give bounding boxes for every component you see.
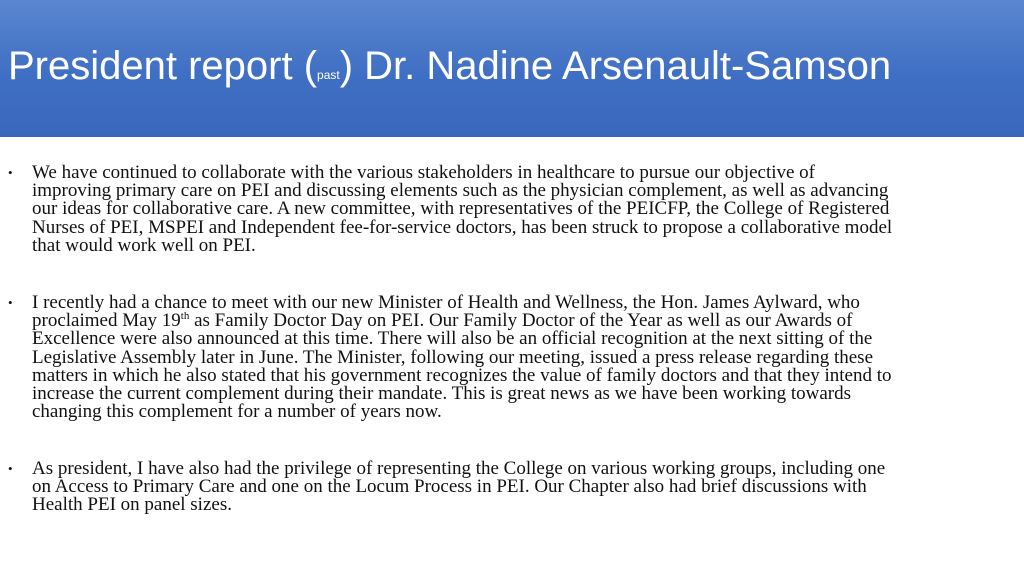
bullet-line: We have continued to collaborate with the various stakeholders in healthcare to pursue our objective of — [32, 162, 816, 183]
bullet-line: our ideas for collaborative care. A new committee, with representatives of the PEICFP, the College of Registered — [32, 198, 890, 220]
line-text: proclaimed May 19 — [32, 310, 181, 332]
bullet-line: Health PEI on panel sizes. — [32, 494, 232, 516]
bullet-line: As president, I have also had the privilege of representing the College on various working groups, including one — [32, 458, 886, 479]
bullet-line: changing this complement for a number of years now. — [32, 401, 442, 423]
bullet-icon: • — [8, 461, 13, 476]
title-text-part2: ) Dr. Nadine Arsenault-Samson — [339, 44, 892, 88]
bullet-icon: • — [8, 165, 13, 180]
bullet-line: Nurses of PEI, MSPEI and Independent fee-for-service doctors, has been struck to propose a collaborative model — [32, 216, 893, 238]
title-text-part1: President report ( — [8, 44, 318, 88]
bullet-line: that would work well on PEI. — [32, 234, 256, 256]
slide-title — [8, 40, 891, 101]
title-small-text: past — [317, 68, 340, 82]
title-banner — [0, 0, 1024, 137]
bullet-line: improving primary care on PEI and discussing elements such as the physician complement, as well as advancing — [32, 180, 889, 202]
bullet-line: I recently had a chance to meet with our new Minister of Health and Wellness, the Hon. James Aylward, who — [32, 292, 860, 313]
bullet-icon: • — [8, 295, 13, 310]
bullet-line: on Access to Primary Care and one on the Locum Process in PEI. Our Chapter also had brief discussions with — [32, 476, 867, 498]
superscript-text: th — [180, 310, 190, 323]
bullet-line: Legislative Assembly later in June. The Minister, following our meeting, issued a press release regarding these — [32, 346, 874, 368]
bullet-line: increase the current complement during their mandate. This is great news as we have been working towards — [32, 383, 852, 404]
bullet-line: matters in which he also stated that his government recognizes the value of family doctors and that they intend to — [32, 364, 892, 386]
bullet-line: Excellence were also announced at this time. There will also be an official recognition at the next sitting of the — [32, 328, 873, 350]
line-text: as Family Doctor Day on PEI. Our Family Doctor of the Year as well as our Awards of — [189, 310, 853, 332]
